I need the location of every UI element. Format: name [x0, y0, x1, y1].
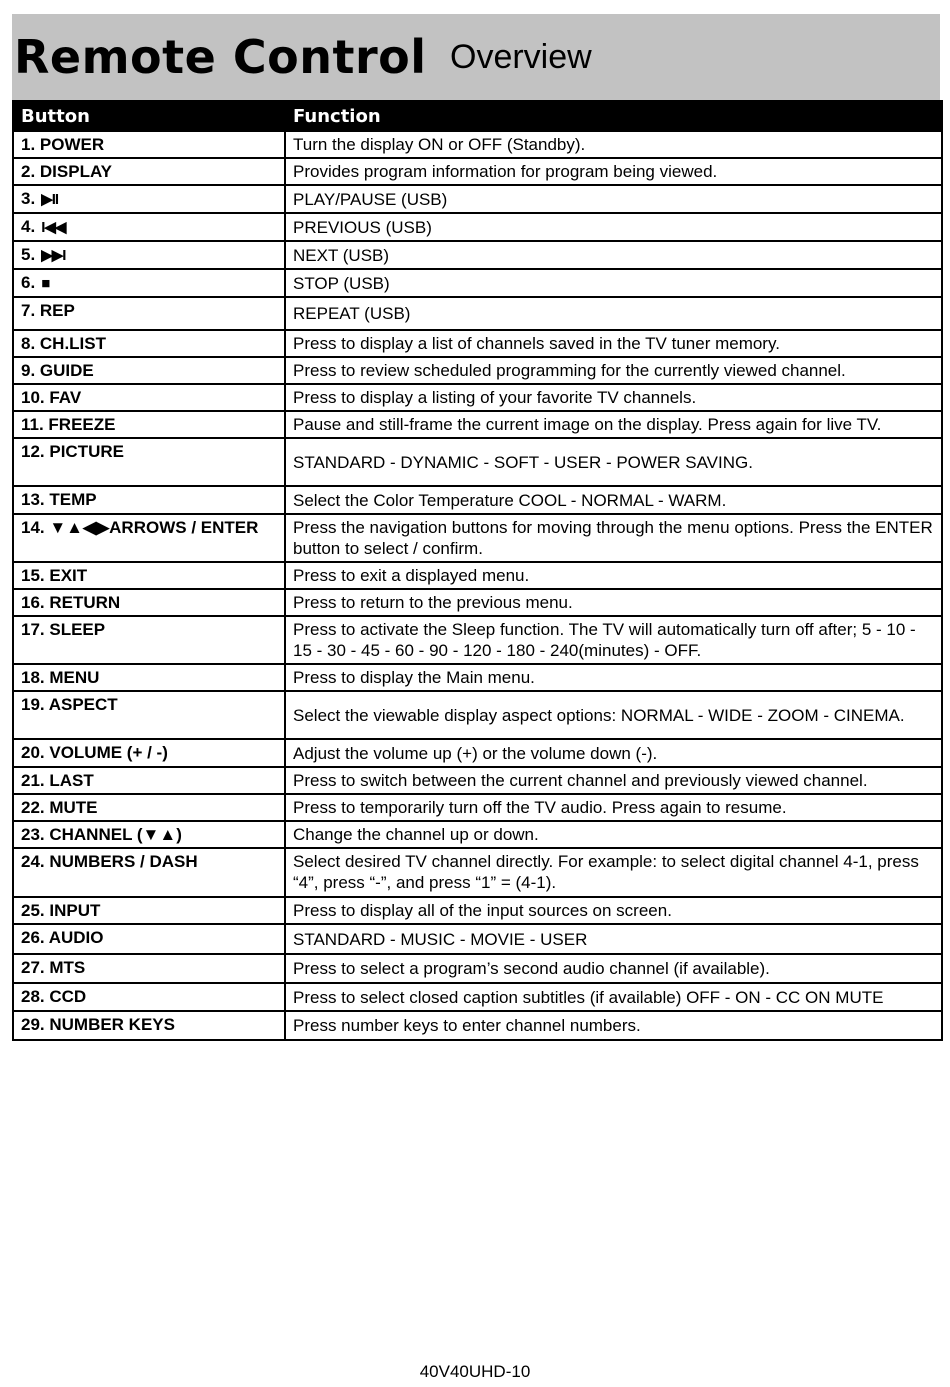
- table-row: [13, 848, 942, 897]
- button-name-cell: [13, 185, 285, 213]
- table-row: [13, 131, 942, 158]
- button-name-cell: [13, 269, 285, 297]
- button-name: 23. CHANNEL (▼▲): [21, 825, 182, 844]
- button-name-cell: [13, 821, 285, 848]
- button-name-cell: [13, 384, 285, 411]
- button-name: 11. FREEZE: [21, 415, 116, 434]
- function-description: Press to switch between the current channel and previously viewed channel.: [285, 767, 942, 794]
- column-header-button: Button: [13, 101, 285, 131]
- button-name-cell: [13, 739, 285, 767]
- function-description: PLAY/PAUSE (USB): [285, 185, 942, 213]
- page-footer-label: 40V40UHD-10: [419, 1362, 531, 1381]
- function-description: STANDARD - MUSIC - MOVIE - USER: [285, 924, 942, 954]
- table-row: [13, 739, 942, 767]
- function-description: REPEAT (USB): [285, 297, 942, 330]
- table-row: [13, 514, 942, 562]
- button-name: 14. ▼▲◀▶ARROWS / ENTER: [21, 518, 259, 537]
- table-row: [13, 357, 942, 384]
- table-row: [13, 384, 942, 411]
- button-name-cell: [13, 213, 285, 241]
- button-name: 15. EXIT: [21, 566, 88, 585]
- button-name-cell: [13, 691, 285, 739]
- button-name: 9. GUIDE: [21, 361, 94, 380]
- button-name-cell: [13, 438, 285, 486]
- function-description: Press the navigation buttons for moving through the menu options. Press the ENTER button to select / confirm.: [285, 514, 942, 562]
- button-name: 25. INPUT: [21, 901, 101, 920]
- function-description: Select desired TV channel directly. For example: to select digital channel 4-1, press “4”, press “-”, and press “1” = (4-1).: [285, 848, 942, 897]
- table-row: [13, 794, 942, 821]
- function-description: Provides program information for program being viewed.: [285, 158, 942, 185]
- button-name-cell: [13, 357, 285, 384]
- function-description: Press to select a program’s second audio channel (if available).: [285, 954, 942, 983]
- function-description: PREVIOUS (USB): [285, 213, 942, 241]
- table-row: [13, 897, 942, 924]
- function-description: Press to display all of the input sources on screen.: [285, 897, 942, 924]
- button-name: 2. DISPLAY: [21, 162, 113, 181]
- function-description: Press number keys to enter channel numbers.: [285, 1011, 942, 1040]
- table-row: [13, 241, 942, 269]
- function-description: Turn the display ON or OFF (Standby).: [285, 131, 942, 158]
- function-description: Adjust the volume up (+) or the volume down (-).: [285, 739, 942, 767]
- function-description: Press to select closed caption subtitles (if available) OFF - ON - CC ON MUTE: [285, 983, 942, 1011]
- function-description: Press to display a listing of your favorite TV channels.: [285, 384, 942, 411]
- button-name: 6.: [21, 273, 36, 292]
- button-name: 24. NUMBERS / DASH: [21, 852, 198, 871]
- button-name: 18. MENU: [21, 668, 100, 687]
- button-name-cell: [13, 158, 285, 185]
- table-row: [13, 821, 942, 848]
- function-description: Select the Color Temperature COOL - NORMAL - WARM.: [285, 486, 942, 514]
- button-name-cell: [13, 241, 285, 269]
- column-header-function: Function: [285, 101, 942, 131]
- table-row: [13, 767, 942, 794]
- button-name: 16. RETURN: [21, 593, 121, 612]
- button-name-cell: [13, 983, 285, 1011]
- button-name-cell: [13, 131, 285, 158]
- button-name: 21. LAST: [21, 771, 94, 790]
- button-name: 8. CH.LIST: [21, 334, 107, 353]
- table-row: [13, 664, 942, 691]
- table-header-row: [13, 101, 942, 131]
- table-row: [13, 691, 942, 739]
- table-row: [13, 954, 942, 983]
- button-name: 17. SLEEP: [21, 620, 106, 639]
- table-row: [13, 411, 942, 438]
- button-name-cell: [13, 297, 285, 330]
- button-name-cell: [13, 767, 285, 794]
- function-description: Press to temporarily turn off the TV audio. Press again to resume.: [285, 794, 942, 821]
- remote-button-table: [12, 100, 943, 1041]
- button-name-cell: [13, 664, 285, 691]
- function-description: Press to exit a displayed menu.: [285, 562, 942, 589]
- button-name: 3.: [21, 189, 36, 208]
- table-row: [13, 297, 942, 330]
- button-name-cell: [13, 562, 285, 589]
- button-name: 27. MTS: [21, 958, 86, 977]
- button-name: 29. NUMBER KEYS: [21, 1015, 175, 1034]
- table-row: [13, 983, 942, 1011]
- page-title: Remote Control: [14, 30, 427, 84]
- button-name: 19. ASPECT: [21, 695, 118, 714]
- button-name: 13. TEMP: [21, 490, 97, 509]
- table-row: [13, 213, 942, 241]
- table-row: [13, 1011, 942, 1040]
- button-name: 28. CCD: [21, 987, 87, 1006]
- button-name: 26. AUDIO: [21, 928, 104, 947]
- button-name-cell: [13, 848, 285, 897]
- function-description: Press to review scheduled programming for the currently viewed channel.: [285, 357, 942, 384]
- function-description: Change the channel up or down.: [285, 821, 942, 848]
- table-row: [13, 616, 942, 664]
- table-row: [13, 486, 942, 514]
- button-name-cell: [13, 897, 285, 924]
- button-name-cell: [13, 486, 285, 514]
- button-symbol-icon: ■: [41, 275, 50, 292]
- table-row: [13, 438, 942, 486]
- button-name: 20. VOLUME (+ / -): [21, 743, 168, 762]
- button-symbol-icon: I◀◀: [41, 219, 66, 236]
- function-description: Pause and still-frame the current image on the display. Press again for live TV.: [285, 411, 942, 438]
- function-description: Press to display a list of channels saved in the TV tuner memory.: [285, 330, 942, 357]
- page-subtitle: Overview: [450, 38, 592, 76]
- button-name-cell: [13, 514, 285, 562]
- function-description: NEXT (USB): [285, 241, 942, 269]
- function-description: Press to display the Main menu.: [285, 664, 942, 691]
- table-row: [13, 185, 942, 213]
- page-header: [12, 14, 940, 100]
- function-description: STOP (USB): [285, 269, 942, 297]
- table-row: [13, 330, 942, 357]
- button-name-cell: [13, 794, 285, 821]
- function-description: Press to activate the Sleep function. The TV will automatically turn off after; 5 - 10 - 15 - 30 - 45 - 60 - 90 - 120 - 180 - 240(minutes) - OFF.: [285, 616, 942, 664]
- button-symbol-icon: ▶▶I: [41, 247, 66, 264]
- button-name-cell: [13, 589, 285, 616]
- button-name-cell: [13, 411, 285, 438]
- button-name: 10. FAV: [21, 388, 82, 407]
- table-row: [13, 158, 942, 185]
- function-description: STANDARD - DYNAMIC - SOFT - USER - POWER SAVING.: [285, 438, 942, 486]
- button-name: 5.: [21, 245, 36, 264]
- button-name-cell: [13, 616, 285, 664]
- button-name-cell: [13, 924, 285, 954]
- button-name-cell: [13, 1011, 285, 1040]
- table-row: [13, 562, 942, 589]
- function-description: Select the viewable display aspect options: NORMAL - WIDE - ZOOM - CINEMA.: [285, 691, 942, 739]
- button-name: 12. PICTURE: [21, 442, 124, 461]
- button-symbol-icon: ▶II: [41, 191, 59, 208]
- button-name-cell: [13, 330, 285, 357]
- button-name-cell: [13, 954, 285, 983]
- table-row: [13, 269, 942, 297]
- table-row: [13, 589, 942, 616]
- button-name: 7. REP: [21, 301, 75, 320]
- button-name: 4.: [21, 217, 36, 236]
- table-row: [13, 924, 942, 954]
- function-description: Press to return to the previous menu.: [285, 589, 942, 616]
- button-name: 22. MUTE: [21, 798, 98, 817]
- button-name: 1. POWER: [21, 135, 105, 154]
